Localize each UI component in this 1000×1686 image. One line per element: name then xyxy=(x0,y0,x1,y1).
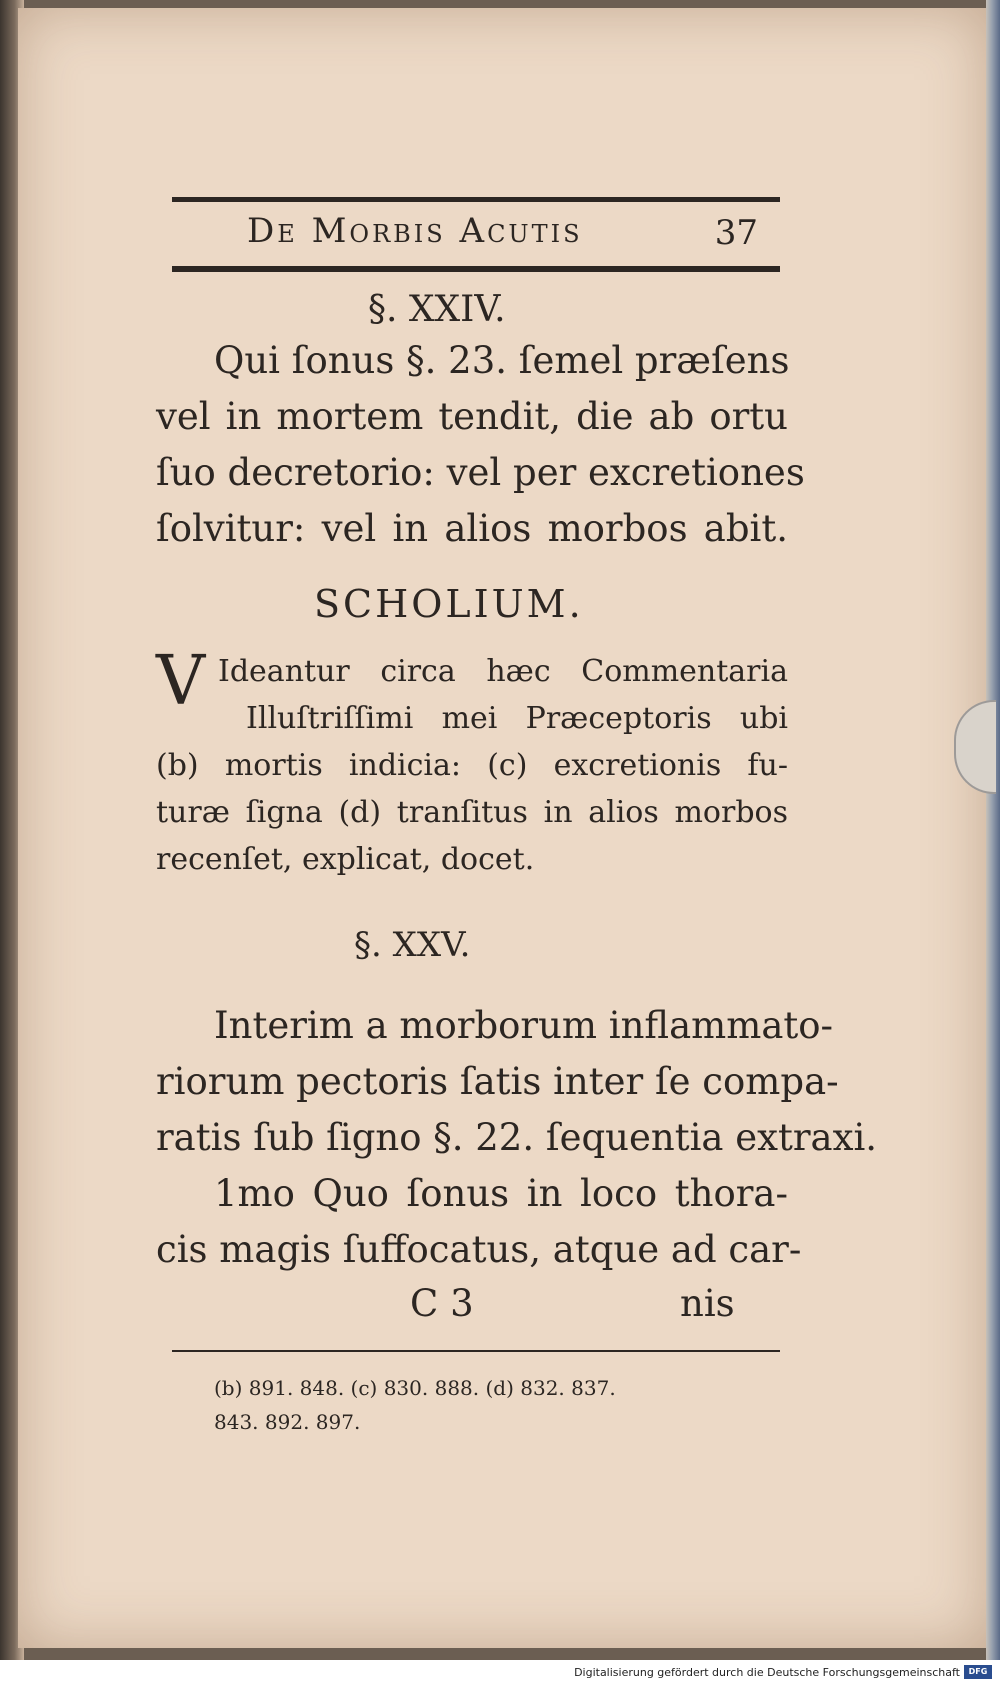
page-number: 37 xyxy=(714,213,758,253)
running-head-title: De Morbis Acutis xyxy=(247,211,583,251)
section-24-heading: §. XXIV. xyxy=(368,289,506,330)
scholium-text xyxy=(156,642,788,883)
text-line: vel in mortem tendit, die ab ortu xyxy=(156,395,788,438)
header-rule-bottom xyxy=(172,266,780,272)
text-line: ſuo decretorio: vel per excretiones xyxy=(156,451,805,494)
text-line: riorum pectoris ſatis inter ſe compa- xyxy=(156,1060,839,1103)
text-line: Interim a morborum inflammato- xyxy=(214,1004,834,1047)
text-line: cis magis ſuffocatus, atque ad car- xyxy=(156,1228,802,1271)
footnote-rule xyxy=(172,1350,780,1352)
section-25-heading: §. XXV. xyxy=(354,925,471,965)
scholium-heading: SCHOLIUM. xyxy=(314,582,584,626)
text-line: 1mo Quo ſonus in loco thora- xyxy=(214,1172,788,1215)
signature-mark: C 3 xyxy=(410,1282,474,1325)
header-rule-top xyxy=(172,197,780,202)
running-head xyxy=(172,205,780,259)
text-line: (b) mortis indicia: (c) excretionis fu- xyxy=(156,748,788,783)
dfg-logo: DFG xyxy=(964,1665,992,1679)
page-fore-edge xyxy=(986,0,1000,1686)
footnote-line-1: (b) 891. 848. (c) 830. 888. (d) 832. 837. xyxy=(214,1376,616,1400)
text-line: ratis ſub ſigno §. 22. ſequentia extraxi. xyxy=(156,1116,878,1159)
drop-cap: V xyxy=(156,642,206,721)
text-line: recenſet, explicat, docet. xyxy=(156,842,535,877)
section-25-text xyxy=(156,998,878,1278)
text-line: Illuſtriſſimi mei Præceptoris ubi xyxy=(246,701,788,736)
footnote-line-2: 843. 892. 897. xyxy=(214,1410,361,1434)
text-line: turæ ſigna (d) tranſitus in alios morbos xyxy=(156,795,788,830)
section-24-text xyxy=(156,333,805,557)
digitization-credit: Digitalisierung gefördert durch die Deutsche Forschungsgemeinschaft xyxy=(574,1666,960,1679)
text-line: Ideantur circa hæc Commentaria xyxy=(218,654,788,689)
text-line: Qui ſonus §. 23. ſemel præſens xyxy=(214,339,790,382)
text-line: ſolvitur: vel in alios morbos abit. xyxy=(156,507,788,550)
catchword: nis xyxy=(680,1282,735,1325)
